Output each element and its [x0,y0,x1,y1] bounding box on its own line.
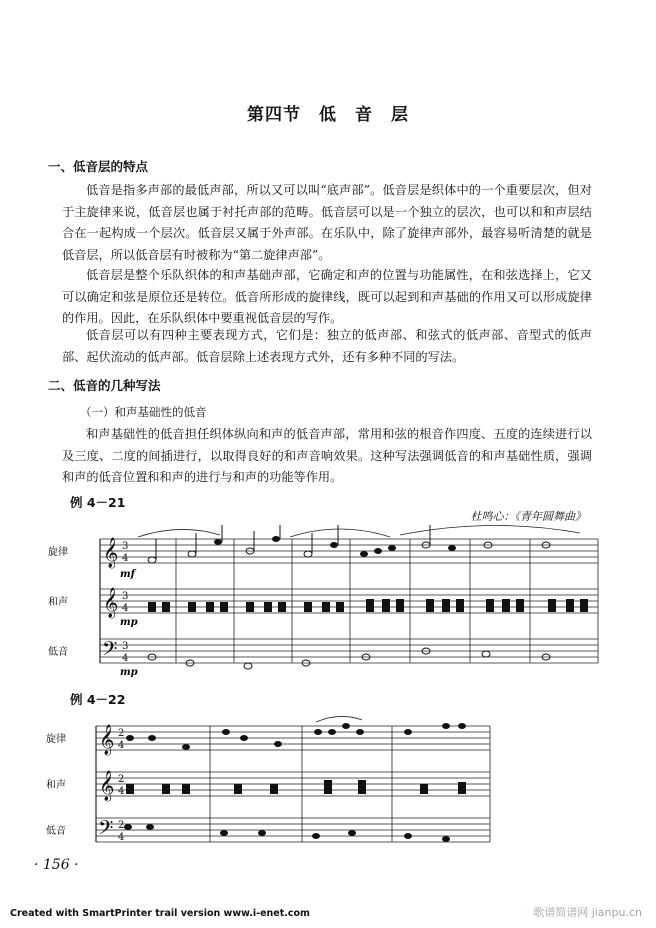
svg-text:𝄢: 𝄢 [102,637,118,665]
example2-staff-label-1: 旋律 [46,734,66,745]
example2-label: 例 4－22 [70,692,126,707]
svg-text:3: 3 [122,641,129,652]
svg-text:4: 4 [118,832,125,843]
example1-label: 例 4－21 [70,495,126,510]
svg-text:4: 4 [118,740,125,751]
page-number: · 156 · [34,857,79,873]
svg-text:4: 4 [122,553,129,564]
example1-staff-label-1: 旋律 [48,547,68,558]
section1-paragraph-2: 低音层是整个乐队织体的和声基础声部，它确定和声的位置与功能属性，在和弦选择上，它又可以确定和弦是原位还是转位。低音所形成的旋律线，既可以起到和声基础的作用又可以形成旋律的作用。因此，在乐队织体中要重视低音层的写作。 [62,268,592,325]
svg-text:3: 3 [122,541,129,552]
section1-paragraph-3: 低音层可以有四种主要表现方式，它们是：独立的低声部、和弦式的低声部、音型式的低声部、起伏流动的低声部。低音层除上述表现方式外，还有多种不同的写法。 [62,328,592,364]
svg-text:3: 3 [122,591,129,602]
example1-staff-label-3: 低音 [48,647,68,658]
example2-score [40,712,520,852]
svg-text:4: 4 [118,786,125,797]
section2-subheading: （一）和声基础性的低音 [80,405,207,419]
example2-staff-label-3: 低音 [46,826,66,837]
example1-score [40,525,620,690]
svg-text:𝄢: 𝄢 [98,816,114,844]
example1-dynamic-2: mp [120,617,138,628]
example1-credit: 杜鸣心：《青年圆舞曲》 [470,510,586,523]
svg-text:𝄞: 𝄞 [103,588,119,618]
example1-dynamic-1: mf [120,569,135,580]
svg-text:𝄞: 𝄞 [103,538,119,568]
watermark: 歌谱简谱网 jianpu.cn [533,906,642,919]
svg-text:2: 2 [118,820,125,831]
example2-staff-label-2: 和声 [46,780,66,791]
example1-staff-label-2: 和声 [48,597,68,608]
example1-dynamic-3: mp [120,667,138,678]
svg-text:2: 2 [118,774,125,785]
example1-time-signature: 3/4 [40,525,42,526]
svg-text:𝄞: 𝄞 [99,725,115,755]
section1-paragraph-1: 低音是指多声部的最低声部，所以又可以叫“底声部”。低音层是织体中的一个重要层次，但对于主旋律来说，低音层也属于衬托声部的范畴。低音层可以是一个独立的层次，也可以和和声层结合在一起构成一个层次。低音层又属于外声部。在乐队中，除了旋律声部外，最容易听清楚的就是低音层，所以低音层有时被称为“第二旋律声部”。 [62,183,592,262]
section-title: 第四节 低 音 层 [247,105,409,125]
footer-created: Created with SmartPrinter trail version www.i-enet.com [10,908,310,919]
svg-text:2: 2 [118,728,125,739]
example2-time-signature: 2/4 [40,712,42,713]
section2-paragraph: 和声基础性的低音担任织体纵向和声的低音声部，常用和弦的根音作四度、五度的连续进行以及三度、二度的间插进行，以取得良好的和声音响效果。这种写法强调低音的和声基础性质，强调和声的低音位置和和声的进行与和声的功能等作用。 [62,427,592,484]
section1-heading: 一、低音层的特点 [48,159,149,174]
svg-text:4: 4 [122,653,129,664]
svg-text:𝄞: 𝄞 [99,771,115,801]
svg-text:4: 4 [122,603,129,614]
section2-heading: 二、低音的几种写法 [48,378,161,393]
